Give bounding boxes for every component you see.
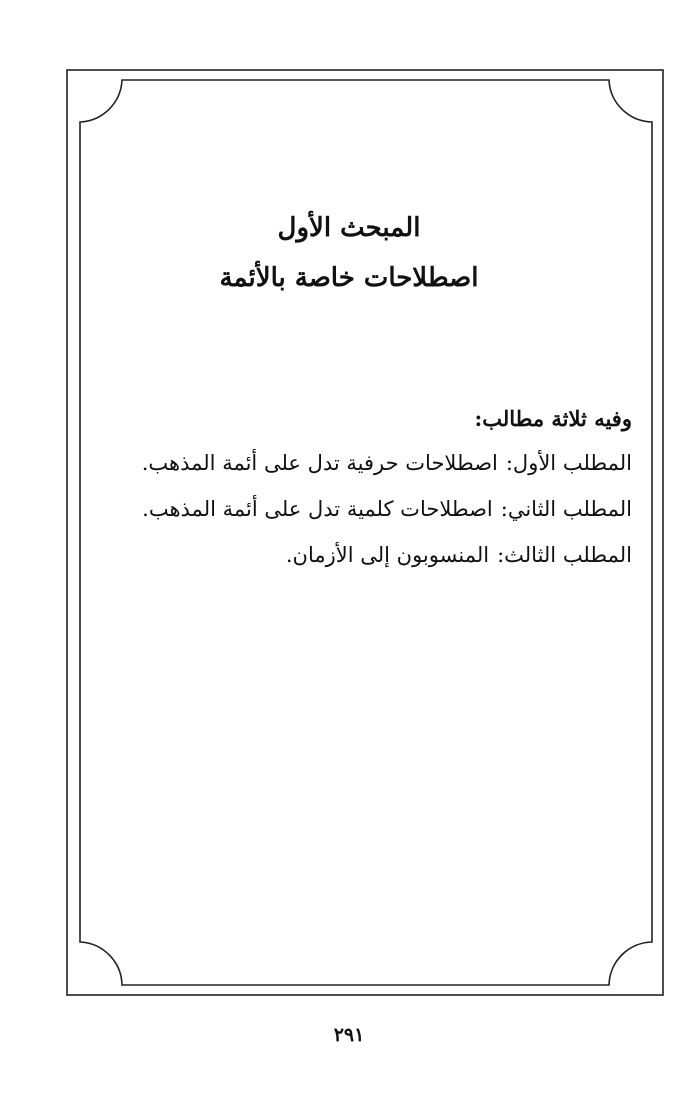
section-label: المطلب الثالث:	[497, 543, 632, 567]
section-item	[142, 450, 632, 477]
section-label: المطلب الثاني:	[500, 497, 632, 521]
page-number: ٢٩١	[333, 1024, 365, 1046]
section-text: اصطلاحات كلمية تدل على أئمة المذهب.	[142, 497, 493, 521]
sections-intro: وفيه ثلاثة مطالب:	[474, 406, 632, 431]
section-text: المنسوبون إلى الأزمان.	[285, 543, 490, 567]
chapter-subtitle: اصطلاحات خاصة بالأئمة	[219, 263, 479, 293]
section-item	[286, 542, 632, 569]
section-label: المطلب الأول:	[505, 451, 632, 475]
chapter-title: المبحث الأول	[277, 213, 421, 243]
section-item	[142, 496, 632, 523]
section-text: اصطلاحات حرفية تدل على أئمة المذهب.	[141, 451, 498, 475]
